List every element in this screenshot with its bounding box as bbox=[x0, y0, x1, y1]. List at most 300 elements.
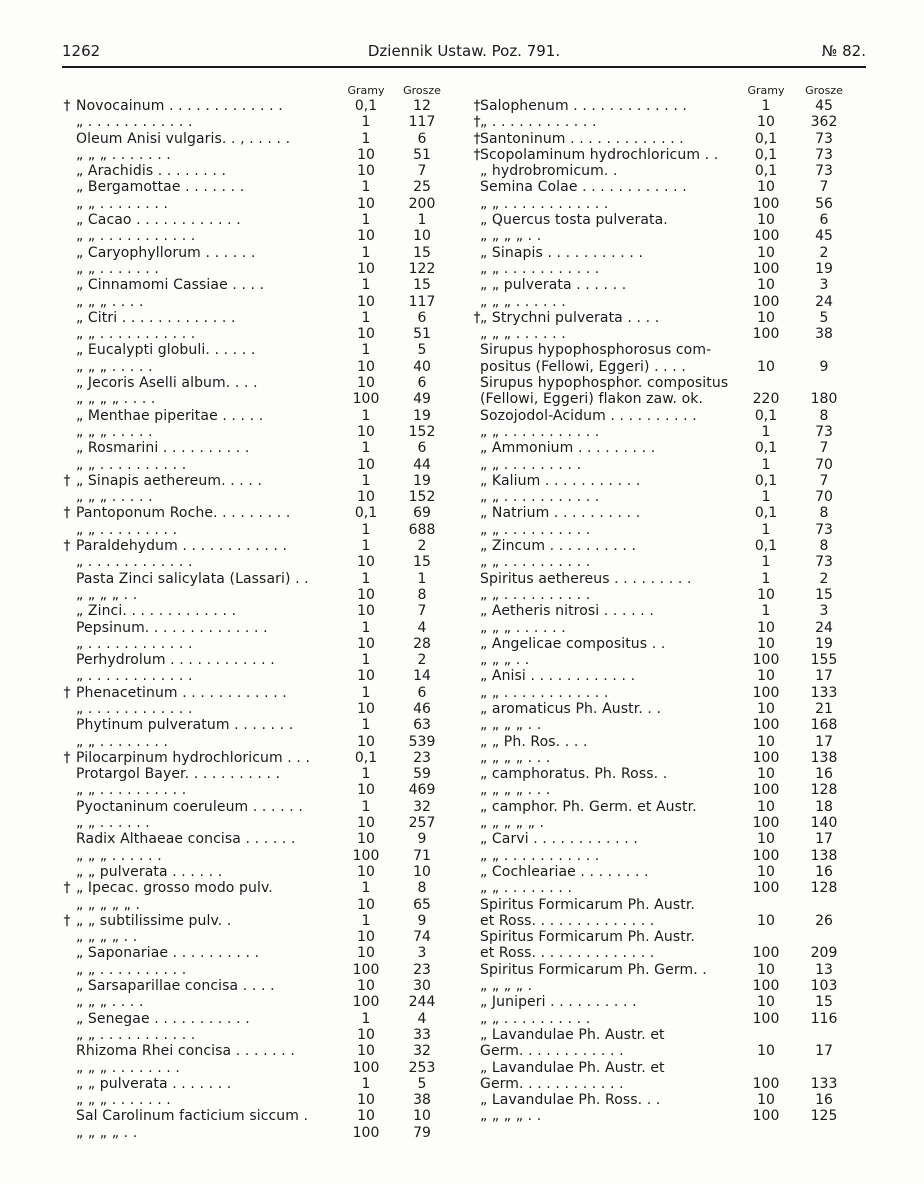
drug-name: „ „ „ . . . . . bbox=[76, 358, 153, 375]
drug-name: „ „ „ . . . . . . . bbox=[76, 146, 171, 163]
grams-value: 10 bbox=[757, 309, 775, 326]
journal-title: Dziennik Ustaw. Poz. 791. bbox=[367, 42, 561, 60]
drug-name: et Ross. . . . . . . . . . . . . . bbox=[480, 912, 655, 929]
table-row bbox=[470, 391, 860, 407]
price-value: 14 bbox=[413, 668, 431, 685]
grams-heading: Gramy bbox=[747, 84, 785, 97]
price-value: 15 bbox=[815, 994, 833, 1011]
grams-value: 10 bbox=[357, 228, 375, 245]
price-value: 5 bbox=[417, 1075, 427, 1092]
table-row bbox=[60, 245, 464, 261]
table-row bbox=[60, 277, 464, 293]
table-row bbox=[60, 782, 464, 798]
grams-value: 10 bbox=[757, 798, 775, 815]
table-row bbox=[60, 538, 464, 554]
grams-value: 1 bbox=[361, 912, 371, 929]
drug-name: „ Aetheris nitrosi . . . . . . bbox=[480, 603, 654, 620]
table-row bbox=[60, 652, 464, 668]
drug-name: „ camphor. Ph. Germ. et Austr. bbox=[480, 798, 697, 815]
grams-value: 10 bbox=[757, 586, 775, 603]
grams-value: 10 bbox=[757, 766, 775, 783]
drug-name: „ Caryophyllorum . . . . . . bbox=[76, 244, 256, 261]
drug-name: „ „ „ „ . . bbox=[76, 929, 138, 946]
table-row bbox=[470, 799, 860, 815]
drug-name: Phenacetinum . . . . . . . . . . . . bbox=[76, 684, 287, 701]
drug-name: „ „ . . . . . . . . . . . bbox=[76, 228, 196, 245]
grams-value: 1 bbox=[361, 798, 371, 815]
drug-name: „ „ . . . . . . . . . . bbox=[76, 782, 187, 799]
table-row bbox=[60, 750, 464, 766]
table-row bbox=[60, 114, 464, 130]
price-value: 152 bbox=[408, 489, 436, 506]
table-row bbox=[60, 457, 464, 473]
price-value: 70 bbox=[815, 489, 833, 506]
drug-name: „ hydrobromicum. . bbox=[480, 163, 618, 180]
dagger-mark: † bbox=[63, 880, 71, 897]
table-row bbox=[470, 114, 860, 130]
price-value: 56 bbox=[815, 195, 833, 212]
table-row bbox=[60, 310, 464, 326]
drug-name: „ „ . . . . . . . bbox=[76, 260, 159, 277]
dagger-mark: † bbox=[473, 98, 481, 114]
grams-value: 100 bbox=[752, 652, 780, 669]
table-row bbox=[470, 277, 860, 293]
grams-value: 10 bbox=[357, 1092, 375, 1109]
price-value: 116 bbox=[810, 1010, 838, 1027]
price-value: 73 bbox=[815, 521, 833, 538]
table-row bbox=[60, 799, 464, 815]
drug-name: „ Menthae piperitae . . . . . bbox=[76, 407, 264, 424]
drug-name: „ „ „ . . . . . bbox=[76, 489, 153, 506]
price-value: 539 bbox=[408, 733, 436, 750]
drug-name: „ „ „ „ . . bbox=[480, 1108, 542, 1125]
grams-value: 10 bbox=[757, 994, 775, 1011]
price-value: 38 bbox=[815, 326, 833, 343]
right-price-list bbox=[470, 98, 860, 1125]
right-column bbox=[470, 84, 860, 1125]
price-value: 3 bbox=[819, 603, 829, 620]
table-row bbox=[470, 261, 860, 277]
table-row bbox=[60, 1076, 464, 1092]
drug-name: „ camphoratus. Ph. Ross. . bbox=[480, 766, 668, 783]
grams-value: 1 bbox=[761, 570, 771, 587]
table-row bbox=[60, 554, 464, 570]
table-row bbox=[60, 440, 464, 456]
drug-name: Sozojodol-Acidum . . . . . . . . . . bbox=[480, 407, 697, 424]
table-row bbox=[60, 831, 464, 847]
grams-value: 0,1 bbox=[754, 472, 778, 489]
price-value: 8 bbox=[417, 586, 427, 603]
left-column bbox=[60, 84, 464, 1141]
drug-name: „ „ . . . . . . . . . . . . bbox=[480, 684, 609, 701]
grams-value: 1 bbox=[361, 570, 371, 587]
price-value: 19 bbox=[413, 472, 431, 489]
drug-name: „ „ pulverata . . . . . . bbox=[76, 863, 223, 880]
grams-value: 10 bbox=[357, 554, 375, 571]
drug-name: „ „ Ph. Ros. . . . bbox=[480, 733, 588, 750]
price-value: 257 bbox=[408, 815, 436, 832]
grams-value: 10 bbox=[357, 782, 375, 799]
table-row bbox=[60, 212, 464, 228]
price-value: 2 bbox=[819, 244, 829, 261]
grams-value: 100 bbox=[752, 717, 780, 734]
table-row bbox=[470, 554, 860, 570]
grams-value: 1 bbox=[361, 130, 371, 147]
price-value: 688 bbox=[408, 521, 436, 538]
table-row bbox=[470, 424, 860, 440]
drug-name: Spiritus Formicarum Ph. Austr. bbox=[480, 929, 695, 946]
drug-name: „ „ „ „ . . bbox=[76, 1124, 138, 1141]
price-value: 16 bbox=[815, 1092, 833, 1109]
drug-name: „ „ „ „ . . . bbox=[480, 749, 551, 766]
grams-value: 1 bbox=[361, 342, 371, 359]
drug-name: „ „ . . . . . . . . . . . bbox=[76, 326, 196, 343]
table-row bbox=[470, 636, 860, 652]
drug-name: „ Carvi . . . . . . . . . . . . bbox=[480, 831, 638, 848]
table-row bbox=[60, 98, 464, 114]
drug-name: Spiritus aethereus . . . . . . . . . bbox=[480, 570, 692, 587]
drug-name: Sirupus hypophosphor. compositus bbox=[480, 375, 729, 392]
table-row bbox=[470, 880, 860, 896]
left-column-header bbox=[60, 84, 464, 98]
grams-value: 100 bbox=[752, 815, 780, 832]
price-value: 7 bbox=[417, 163, 427, 180]
grams-value: 10 bbox=[357, 815, 375, 832]
grams-value: 100 bbox=[352, 1059, 380, 1076]
drug-name: „ Natrium . . . . . . . . . . bbox=[480, 505, 641, 522]
table-row bbox=[470, 98, 860, 114]
table-row bbox=[470, 603, 860, 619]
price-value: 70 bbox=[815, 456, 833, 473]
drug-name: „ aromaticus Ph. Austr. . . bbox=[480, 700, 662, 717]
table-row bbox=[60, 1027, 464, 1043]
price-value: 1 bbox=[417, 570, 427, 587]
table-row bbox=[470, 962, 860, 978]
grams-value: 10 bbox=[357, 896, 375, 913]
grams-value: 1 bbox=[761, 489, 771, 506]
table-row bbox=[60, 1043, 464, 1059]
price-value: 138 bbox=[810, 847, 838, 864]
price-value: 9 bbox=[417, 912, 427, 929]
drug-name: Germ. . . . . . . . . . . . bbox=[480, 1075, 624, 1092]
price-value: 15 bbox=[815, 586, 833, 603]
grams-value: 10 bbox=[357, 146, 375, 163]
drug-name: „ Lavandulae Ph. Austr. et bbox=[480, 1059, 665, 1076]
price-value: 10 bbox=[413, 1108, 431, 1125]
price-value: 8 bbox=[417, 880, 427, 897]
dagger-mark: † bbox=[473, 130, 481, 147]
grams-value: 100 bbox=[752, 847, 780, 864]
drug-name: Spiritus Formicarum Ph. Germ. . bbox=[480, 961, 707, 978]
grams-value: 10 bbox=[357, 195, 375, 212]
right-column-header bbox=[470, 84, 860, 98]
table-row bbox=[470, 701, 860, 717]
drug-name: „ „ „ . . . . . . bbox=[480, 293, 566, 310]
price-value: 3 bbox=[417, 945, 427, 962]
price-value: 79 bbox=[413, 1124, 431, 1141]
price-value: 117 bbox=[408, 114, 436, 131]
drug-name: „ „ . . . . . . bbox=[76, 815, 150, 832]
grams-value: 10 bbox=[357, 358, 375, 375]
drug-name: „ . . . . . . . . . . . . bbox=[480, 114, 597, 131]
price-heading: Grosze bbox=[403, 84, 441, 97]
price-value: 28 bbox=[413, 635, 431, 652]
grams-value: 10 bbox=[757, 244, 775, 261]
drug-name: Rhizoma Rhei concisa . . . . . . . bbox=[76, 1043, 295, 1060]
drug-name: „ Arachidis . . . . . . . . bbox=[76, 163, 227, 180]
table-row bbox=[470, 734, 860, 750]
price-value: 180 bbox=[810, 391, 838, 408]
price-value: 17 bbox=[815, 831, 833, 848]
drug-name: „ Angelicae compositus . . bbox=[480, 635, 666, 652]
grams-value: 1 bbox=[361, 684, 371, 701]
price-value: 133 bbox=[810, 684, 838, 701]
price-value: 133 bbox=[810, 1075, 838, 1092]
price-value: 51 bbox=[413, 326, 431, 343]
drug-name: „ Quercus tosta pulverata. bbox=[480, 212, 668, 229]
price-value: 168 bbox=[810, 717, 838, 734]
table-row bbox=[470, 913, 860, 929]
grams-value: 0,1 bbox=[754, 505, 778, 522]
grams-value: 100 bbox=[752, 1075, 780, 1092]
grams-value: 10 bbox=[757, 668, 775, 685]
grams-value: 10 bbox=[357, 733, 375, 750]
grams-value: 0,1 bbox=[354, 749, 378, 766]
price-value: 16 bbox=[815, 766, 833, 783]
price-value: 1 bbox=[417, 212, 427, 229]
drug-name: „ Ipecac. grosso modo pulv. bbox=[76, 880, 273, 897]
price-value: 17 bbox=[815, 733, 833, 750]
grams-value: 1 bbox=[761, 521, 771, 538]
issue-number: № 82. bbox=[821, 42, 866, 60]
grams-value: 10 bbox=[757, 619, 775, 636]
drug-name: Pyoctaninum coeruleum . . . . . . bbox=[76, 798, 303, 815]
grams-value: 10 bbox=[357, 831, 375, 848]
drug-name: „ „ „ „ „ . bbox=[480, 815, 545, 832]
table-row bbox=[470, 1060, 860, 1076]
table-row bbox=[60, 131, 464, 147]
table-row bbox=[60, 375, 464, 391]
grams-value: 1 bbox=[361, 652, 371, 669]
table-row bbox=[470, 1043, 860, 1059]
price-value: 33 bbox=[413, 1026, 431, 1043]
drug-name: „ . . . . . . . . . . . . bbox=[76, 554, 193, 571]
drug-name: „ „ . . . . . . . . . . . bbox=[480, 260, 600, 277]
price-value: 59 bbox=[413, 766, 431, 783]
drug-name: „ Jecoris Aselli album. . . . bbox=[76, 375, 258, 392]
price-value: 32 bbox=[413, 798, 431, 815]
drug-name: „ „ . . . . . . . . . . . bbox=[480, 423, 600, 440]
table-row bbox=[60, 1011, 464, 1027]
price-value: 30 bbox=[413, 978, 431, 995]
drug-name: „ Cacao . . . . . . . . . . . . bbox=[76, 212, 241, 229]
grams-value: 10 bbox=[757, 1043, 775, 1060]
table-row bbox=[470, 1108, 860, 1124]
drug-name: „ Anisi . . . . . . . . . . . . bbox=[480, 668, 636, 685]
table-row bbox=[60, 342, 464, 358]
grams-value: 10 bbox=[357, 1043, 375, 1060]
price-value: 24 bbox=[815, 293, 833, 310]
dagger-mark: † bbox=[63, 505, 71, 522]
price-value: 40 bbox=[413, 358, 431, 375]
drug-name: „ „ „ „ . . bbox=[480, 228, 542, 245]
drug-name: Pasta Zinci salicylata (Lassari) . . bbox=[76, 570, 309, 587]
grams-value: 100 bbox=[352, 961, 380, 978]
table-row bbox=[470, 897, 860, 913]
grams-value: 1 bbox=[361, 277, 371, 294]
drug-name: „ Rosmarini . . . . . . . . . . bbox=[76, 440, 250, 457]
table-row bbox=[470, 652, 860, 668]
price-value: 12 bbox=[413, 98, 431, 114]
table-row bbox=[60, 1092, 464, 1108]
drug-name: Paraldehydum . . . . . . . . . . . . bbox=[76, 538, 288, 555]
table-row bbox=[60, 179, 464, 195]
drug-name: „ „ subtilissime pulv. . bbox=[76, 912, 232, 929]
drug-name: „ „ . . . . . . . . bbox=[76, 195, 169, 212]
grams-value: 10 bbox=[757, 733, 775, 750]
price-value: 8 bbox=[819, 407, 829, 424]
page-number: 1262 bbox=[62, 42, 101, 60]
drug-name: „ „ „ . . . . . bbox=[76, 423, 153, 440]
grams-value: 1 bbox=[361, 1010, 371, 1027]
table-row bbox=[60, 685, 464, 701]
table-row bbox=[60, 228, 464, 244]
table-row bbox=[60, 473, 464, 489]
table-row bbox=[60, 1125, 464, 1141]
grams-value: 1 bbox=[361, 212, 371, 229]
table-row bbox=[60, 620, 464, 636]
drug-name: Sal Carolinum facticium siccum . bbox=[76, 1108, 309, 1125]
table-row bbox=[470, 766, 860, 782]
grams-value: 1 bbox=[361, 309, 371, 326]
table-row bbox=[470, 1076, 860, 1092]
drug-name: „ Zinci. . . . . . . . . . . . . bbox=[76, 603, 237, 620]
price-value: 19 bbox=[413, 407, 431, 424]
price-value: 49 bbox=[413, 391, 431, 408]
table-row bbox=[60, 505, 464, 521]
grams-value: 10 bbox=[357, 489, 375, 506]
drug-name: „ „ . . . . . . . . . . . bbox=[480, 847, 600, 864]
dagger-mark: † bbox=[63, 472, 71, 489]
table-row bbox=[470, 1027, 860, 1043]
drug-name: „ . . . . . . . . . . . . bbox=[76, 635, 193, 652]
grams-value: 10 bbox=[757, 863, 775, 880]
table-row bbox=[60, 391, 464, 407]
price-value: 6 bbox=[417, 440, 427, 457]
table-row bbox=[470, 929, 860, 945]
table-row bbox=[60, 880, 464, 896]
table-row bbox=[470, 815, 860, 831]
drug-name: „ „ . . . . . . . . . . bbox=[76, 456, 187, 473]
grams-value: 0,1 bbox=[754, 146, 778, 163]
table-row bbox=[470, 831, 860, 847]
table-row bbox=[60, 945, 464, 961]
page-header bbox=[62, 42, 866, 62]
drug-name: „ „ . . . . . . . . . bbox=[76, 521, 178, 538]
header-rule bbox=[62, 66, 866, 68]
price-value: 6 bbox=[417, 375, 427, 392]
price-value: 45 bbox=[815, 98, 833, 114]
drug-name: „ Sarsaparillae concisa . . . . bbox=[76, 978, 275, 995]
grams-value: 10 bbox=[357, 586, 375, 603]
price-value: 15 bbox=[413, 244, 431, 261]
drug-name: „ Cochleariae . . . . . . . . bbox=[480, 863, 649, 880]
grams-value: 1 bbox=[361, 114, 371, 131]
table-row bbox=[60, 701, 464, 717]
drug-name: „ „ . . . . . . . . . . bbox=[480, 554, 591, 571]
grams-value: 10 bbox=[357, 945, 375, 962]
drug-name: „ „ „ „ . . bbox=[76, 586, 138, 603]
drug-name: Pantoponum Roche. . . . . . . . . bbox=[76, 505, 291, 522]
table-row bbox=[60, 196, 464, 212]
table-row bbox=[470, 196, 860, 212]
table-row bbox=[60, 734, 464, 750]
grams-value: 0,1 bbox=[754, 407, 778, 424]
price-value: 2 bbox=[417, 538, 427, 555]
price-value: 32 bbox=[413, 1043, 431, 1060]
grams-value: 1 bbox=[361, 880, 371, 897]
grams-value: 220 bbox=[752, 391, 780, 408]
table-row bbox=[470, 179, 860, 195]
dagger-mark: † bbox=[63, 912, 71, 929]
dagger-mark: † bbox=[63, 749, 71, 766]
price-value: 103 bbox=[810, 978, 838, 995]
price-value: 19 bbox=[815, 635, 833, 652]
grams-value: 10 bbox=[757, 114, 775, 131]
table-row bbox=[470, 864, 860, 880]
grams-value: 10 bbox=[757, 831, 775, 848]
drug-name: „ . . . . . . . . . . . . bbox=[76, 114, 193, 131]
table-row bbox=[470, 717, 860, 733]
grams-value: 10 bbox=[357, 978, 375, 995]
grams-value: 1 bbox=[761, 98, 771, 114]
drug-name: Spiritus Formicarum Ph. Austr. bbox=[480, 896, 695, 913]
table-row bbox=[470, 131, 860, 147]
drug-name: „ . . . . . . . . . . . . bbox=[76, 668, 193, 685]
grams-value: 10 bbox=[357, 1026, 375, 1043]
drug-name: „ „ „ . . . . . . bbox=[480, 326, 566, 343]
drug-name: „ Eucalypti globuli. . . . . . bbox=[76, 342, 256, 359]
grams-value: 100 bbox=[352, 994, 380, 1011]
drug-name: Sirupus hypophosphorosus com- bbox=[480, 342, 712, 359]
table-row bbox=[470, 310, 860, 326]
table-row bbox=[60, 261, 464, 277]
grams-value: 100 bbox=[752, 782, 780, 799]
drug-name: „ Sinapis . . . . . . . . . . . bbox=[480, 244, 644, 261]
price-value: 15 bbox=[413, 554, 431, 571]
price-value: 125 bbox=[810, 1108, 838, 1125]
price-value: 8 bbox=[819, 538, 829, 555]
drug-name: „ „ . . . . . . . . bbox=[76, 733, 169, 750]
table-row bbox=[470, 457, 860, 473]
drug-name: „ Cinnamomi Cassiae . . . . bbox=[76, 277, 265, 294]
dagger-mark: † bbox=[63, 684, 71, 701]
table-row bbox=[60, 571, 464, 587]
price-value: 73 bbox=[815, 423, 833, 440]
grams-value: 10 bbox=[357, 929, 375, 946]
table-row bbox=[470, 782, 860, 798]
grams-value: 1 bbox=[761, 423, 771, 440]
price-value: 3 bbox=[819, 277, 829, 294]
table-row bbox=[470, 408, 860, 424]
table-row bbox=[470, 212, 860, 228]
drug-name: „ „ . . . . . . . . . bbox=[480, 456, 582, 473]
drug-name: „ „ pulverata . . . . . . bbox=[480, 277, 627, 294]
price-value: 17 bbox=[815, 1043, 833, 1060]
price-value: 51 bbox=[413, 146, 431, 163]
table-row bbox=[60, 587, 464, 603]
grams-value: 1 bbox=[361, 407, 371, 424]
